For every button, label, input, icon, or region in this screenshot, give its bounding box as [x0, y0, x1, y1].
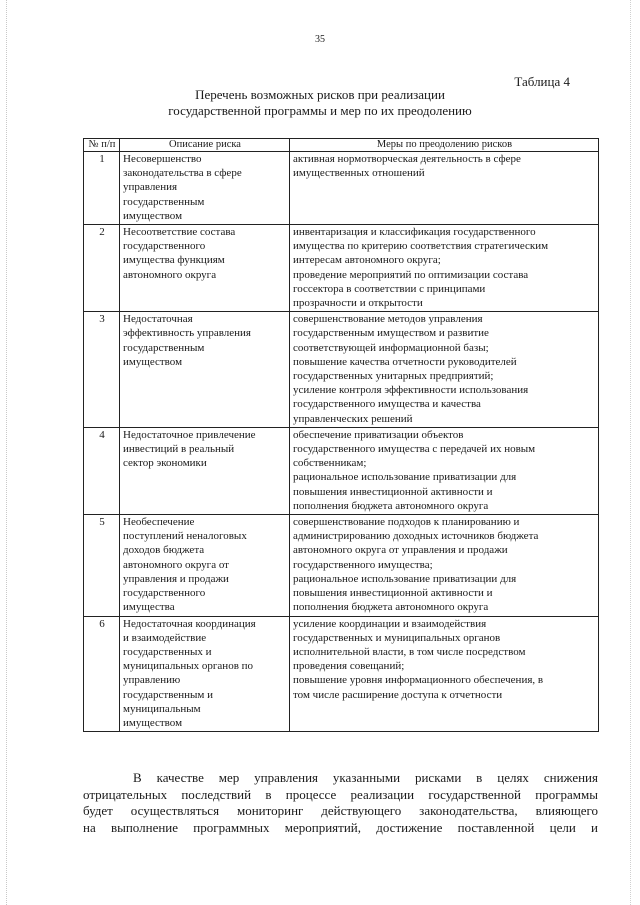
header-description: Описание риска — [120, 139, 290, 152]
description-line: Несовершенство — [123, 153, 202, 165]
description-line: имущества функциям — [123, 254, 225, 267]
measures-line: рациональное использование приватизации для — [293, 471, 517, 484]
description-line: Недостаточная — [123, 313, 193, 326]
measures-line: повышение качества отчетности руководителей — [293, 355, 517, 368]
caption-line: Перечень возможных рисков при реализации — [195, 87, 445, 102]
description-line: Недостаточное привлечение — [123, 428, 256, 441]
measures-line: государственных унитарных предприятий; — [293, 370, 494, 383]
description-line: автономного округа — [123, 268, 217, 281]
body-line: на выполнение программных мероприятий, достижение поставленной цели и — [83, 819, 598, 835]
measures-line: повышение уровня информационного обеспечения, в — [293, 674, 544, 687]
table-label: Таблица 4 — [514, 74, 570, 89]
risk-measures — [290, 225, 599, 312]
row-number: 1 — [84, 152, 120, 225]
description-line: муниципальных органов по — [123, 660, 254, 673]
measures-line: рациональное использование приватизации для — [293, 572, 517, 585]
table-row — [84, 225, 599, 312]
table-row — [84, 427, 599, 514]
measures-line: прозрачности и открытости — [293, 297, 423, 310]
table-row — [84, 152, 599, 225]
table-header-row — [84, 139, 599, 152]
description-line: государственных и — [123, 645, 212, 658]
description-line: управления и продажи — [123, 572, 229, 585]
risk-description — [120, 616, 290, 732]
risk-description — [120, 225, 290, 312]
description-line: и взаимодействие — [123, 631, 207, 644]
row-number: 5 — [84, 515, 120, 616]
measures-line: активная нормотворческая деятельность в сфере — [293, 153, 521, 165]
description-line: государственного — [123, 587, 206, 600]
measures-line: повышения инвестиционной активности и — [293, 485, 493, 498]
description-line: управления — [123, 181, 178, 194]
description-line: поступлений неналоговых — [123, 530, 247, 543]
description-line: доходов бюджета — [123, 544, 205, 557]
measures-line: автономного округа от управления и продажи — [293, 544, 508, 557]
measures-line: совершенствование подходов к планированию и — [293, 516, 520, 529]
description-line: эффективность управления — [123, 327, 251, 340]
measures-line: имущественных отношений — [293, 167, 425, 180]
scan-edge-right — [630, 0, 632, 905]
measures-line: проведения совещаний; — [293, 660, 405, 673]
description-line: законодательства в сфере — [123, 167, 242, 180]
measures-line: усиление контроля эффективности использования — [293, 384, 529, 397]
risk-description — [120, 515, 290, 616]
risk-measures — [290, 152, 599, 225]
description-line: Необеспечение — [123, 516, 195, 529]
row-number: 6 — [84, 616, 120, 732]
header-num: № п/п — [84, 139, 120, 152]
description-line: государственного — [123, 240, 206, 253]
description-line: сектор экономики — [123, 457, 207, 470]
body-paragraph — [83, 770, 598, 836]
risk-measures — [290, 515, 599, 616]
measures-line: государственных и муниципальных органов — [293, 631, 501, 644]
measures-line: государственным имуществом и развитие — [293, 327, 489, 340]
description-line: государственным и — [123, 688, 213, 701]
description-line: государственным — [123, 195, 205, 208]
measures-line: имущества по критерию соответствия стратегическим — [293, 240, 549, 253]
measures-line: государственного имущества и качества — [293, 398, 481, 411]
measures-line: том числе расширение доступа к отчетности — [293, 688, 503, 701]
row-number: 2 — [84, 225, 120, 312]
measures-line: пополнения бюджета автономного округа — [293, 499, 489, 512]
measures-line: исполнительной власти, в том числе посредством — [293, 645, 526, 658]
measures-line: интересам автономного округа; — [293, 254, 441, 267]
table-row — [84, 515, 599, 616]
measures-line: администрированию доходных источников бюджета — [293, 530, 539, 543]
risk-description — [120, 152, 290, 225]
measures-line: соответствующей информационной базы; — [293, 341, 489, 354]
caption-line: государственной программы и мер по их преодолению — [168, 103, 472, 118]
description-line: государственным — [123, 341, 205, 354]
description-line: Несоответствие состава — [123, 226, 236, 239]
risk-measures — [290, 427, 599, 514]
description-line: автономного округа от — [123, 558, 229, 571]
scan-edge-left — [6, 0, 8, 905]
measures-line: обеспечение приватизации объектов — [293, 428, 464, 441]
measures-line: проведение мероприятий по оптимизации состава — [293, 268, 529, 281]
description-line: имуществом — [123, 355, 183, 368]
measures-line: собственникам; — [293, 457, 367, 470]
risk-description — [120, 427, 290, 514]
body-line: отрицательных последствий в процессе реализации государственной программы — [83, 786, 598, 802]
risk-measures — [290, 312, 599, 428]
header-measures: Меры по преодолению рисков — [290, 139, 599, 152]
row-number: 4 — [84, 427, 120, 514]
description-line: имуществом — [123, 716, 183, 729]
measures-line: управленческих решений — [293, 412, 413, 425]
measures-line: совершенствование методов управления — [293, 313, 483, 326]
table-body — [84, 152, 599, 732]
page-number: 35 — [315, 34, 325, 45]
description-line: Недостаточная координация — [123, 617, 256, 630]
table-caption — [0, 87, 640, 119]
measures-line: пополнения бюджета автономного округа — [293, 601, 489, 614]
measures-line: государственного имущества; — [293, 558, 433, 571]
table-row — [84, 312, 599, 428]
description-line: управлению — [123, 674, 181, 687]
description-line: муниципальным — [123, 702, 201, 715]
measures-line: повышения инвестиционной активности и — [293, 587, 493, 600]
risk-description — [120, 312, 290, 428]
measures-line: государственного имущества с передачей их новым — [293, 443, 536, 456]
measures-line: усиление координации и взаимодействия — [293, 617, 487, 630]
description-line: имущества — [123, 601, 175, 614]
risk-measures — [290, 616, 599, 732]
risk-table — [83, 138, 599, 732]
table-row — [84, 616, 599, 732]
body-line: будет осуществляться мониторинг действующего законодательства, влияющего — [83, 803, 598, 818]
measures-line: инвентаризация и классификация государственного — [293, 226, 536, 239]
row-number: 3 — [84, 312, 120, 428]
description-line: имуществом — [123, 209, 183, 222]
description-line: инвестиций в реальный — [123, 443, 235, 456]
body-line: В качестве мер управления указанными рисками в целях снижения — [133, 770, 598, 785]
measures-line: госсектора в соответствии с принципами — [293, 282, 486, 295]
